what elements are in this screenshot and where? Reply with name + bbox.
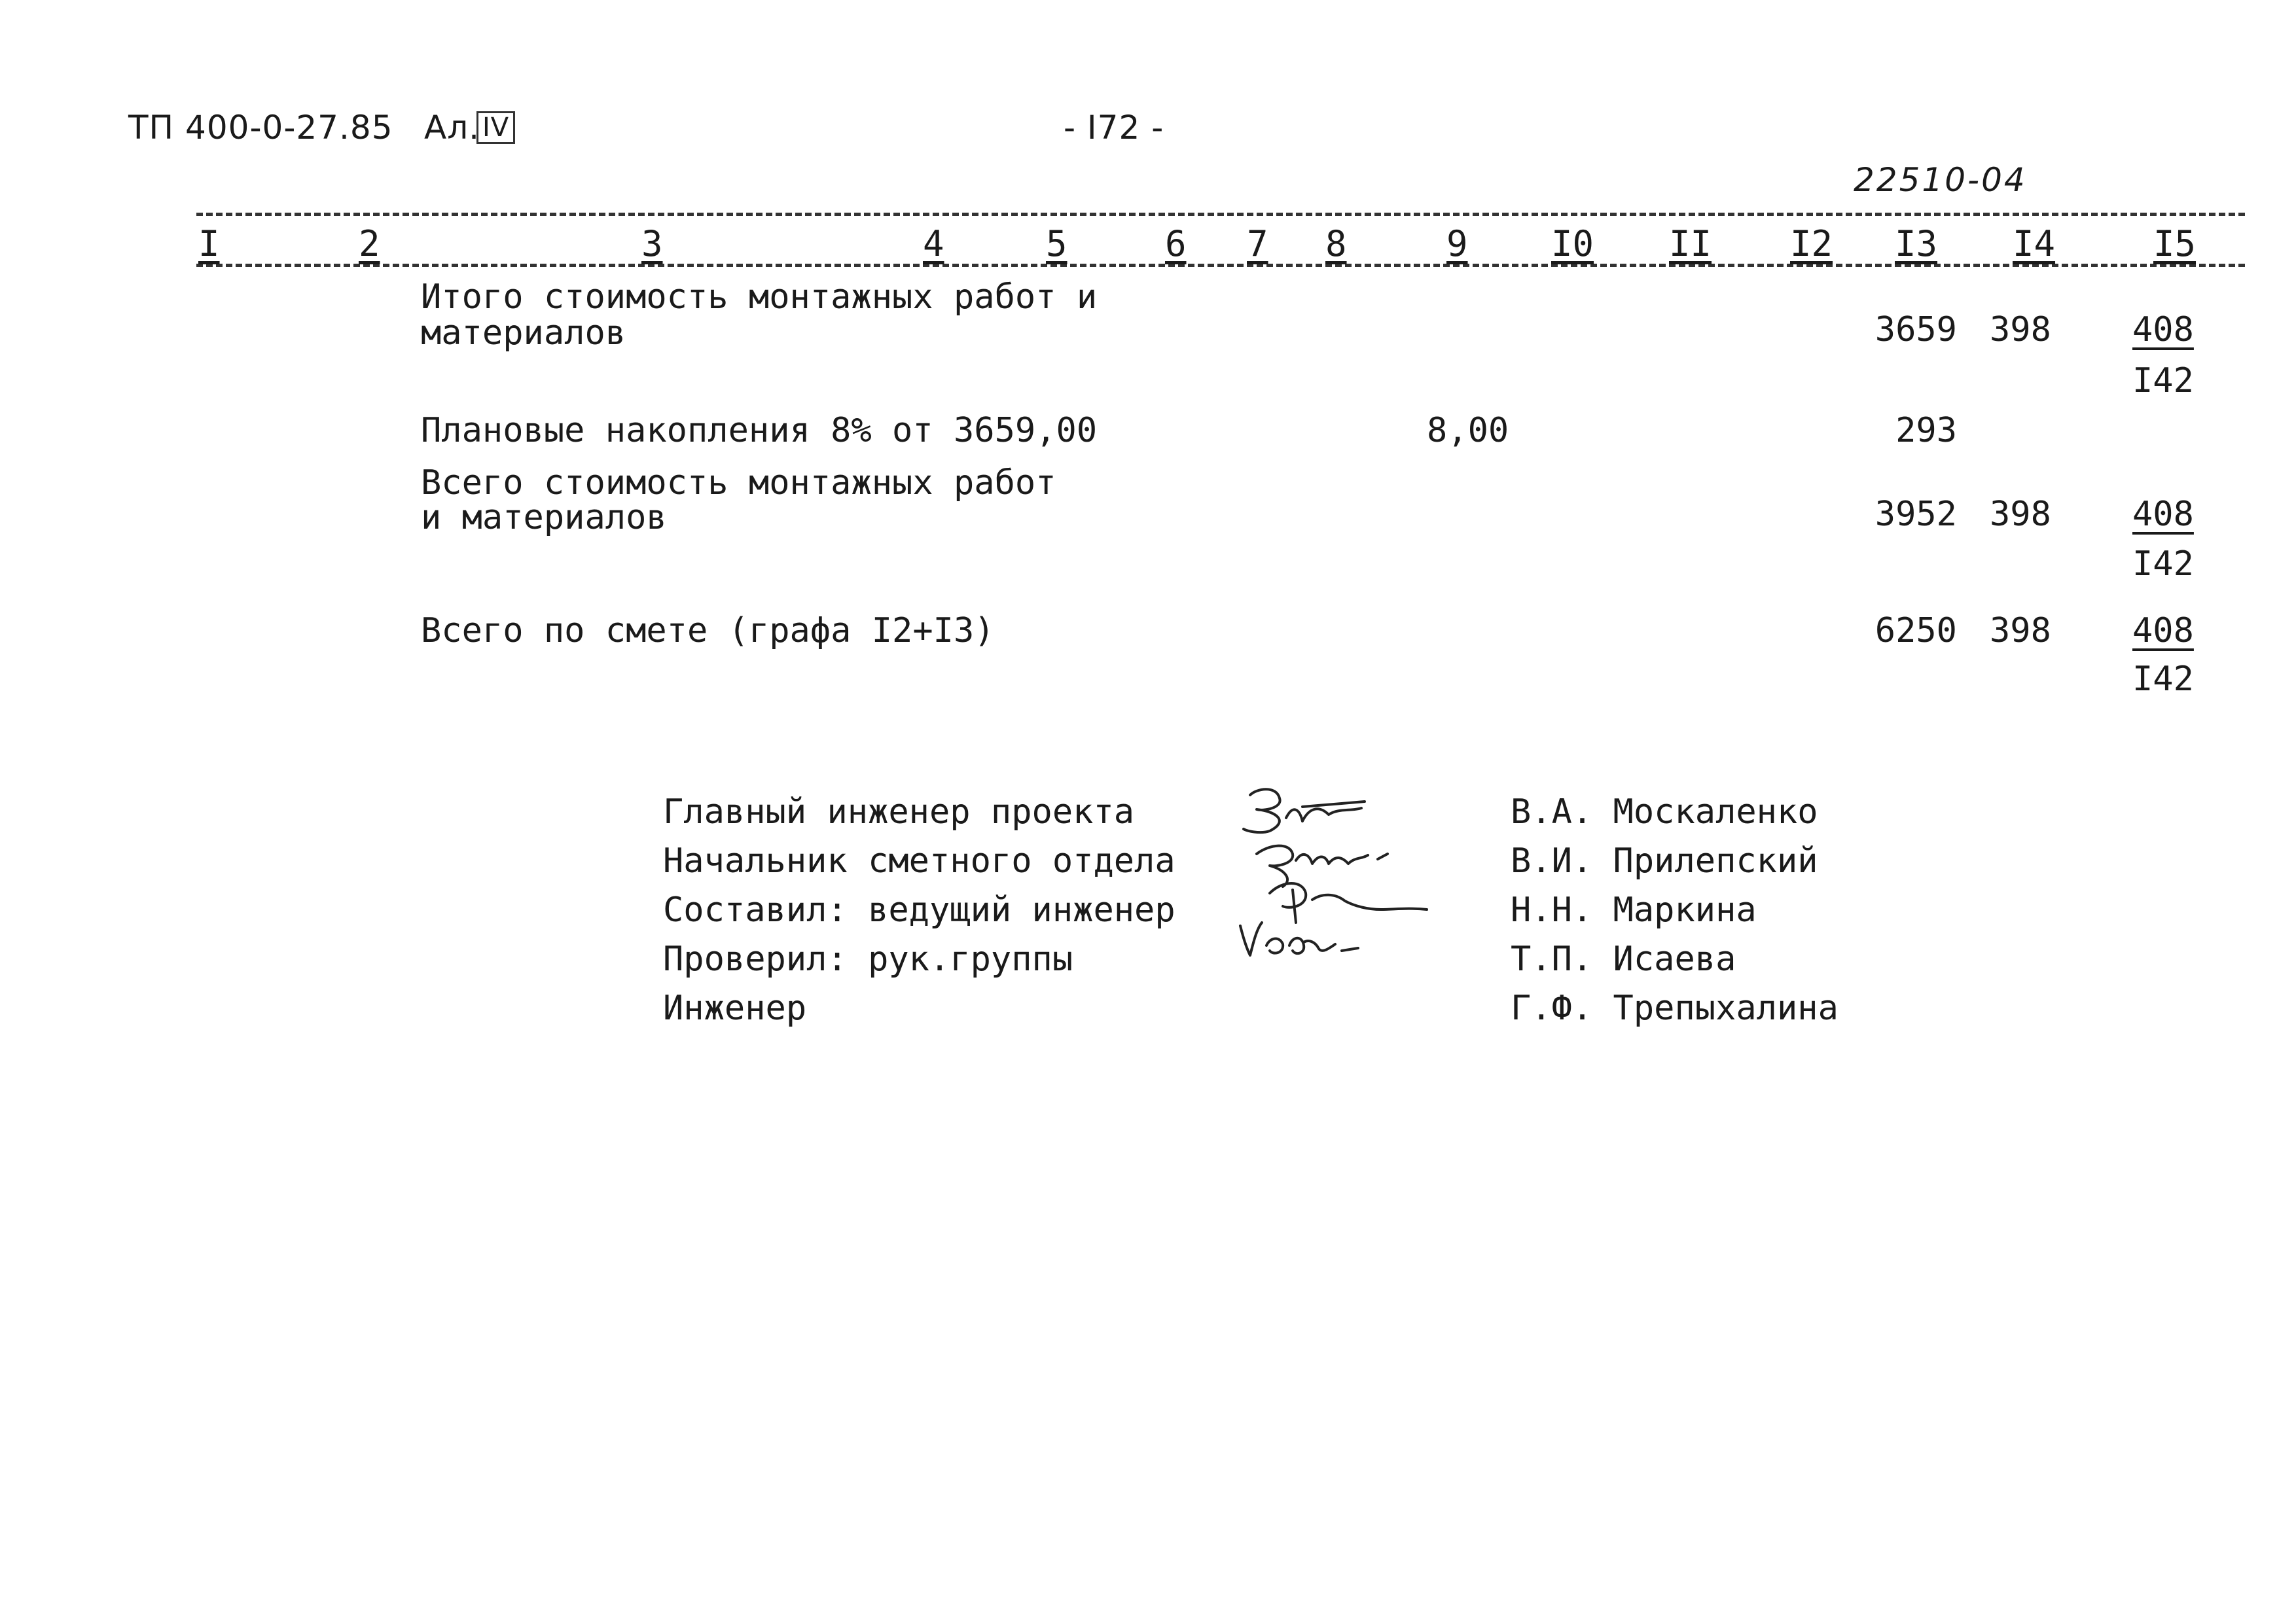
signature-stroke-2 — [1257, 846, 1293, 887]
cell-col15-bottom: I42 — [2132, 361, 2194, 400]
cell-col15-top: 408 — [2132, 310, 2194, 349]
signature-role: Проверил: рук.группы — [663, 940, 1073, 979]
handwritten-signatures — [1230, 782, 1505, 978]
page-number: - I72 - — [1064, 109, 1164, 147]
signature-stroke-4 — [1240, 923, 1262, 955]
album-label: Ал. — [424, 109, 480, 147]
col-header-14: I4 — [2013, 223, 2056, 264]
cell-col13: 293 — [1895, 411, 1957, 450]
signature-role: Начальник сметного отдела — [663, 841, 1175, 881]
album-number: IV — [476, 111, 515, 144]
signature-name: В.И. Прилепский — [1511, 841, 1818, 881]
signature-role: Инженер — [663, 989, 807, 1028]
signature-name: Т.П. Исаева — [1511, 940, 1736, 979]
row-text-line1: Всего стоимость монтажных работ — [421, 463, 1056, 503]
cell-col13: 6250 — [1874, 611, 1957, 650]
col-header-11: II — [1669, 223, 1712, 264]
row-text-line1: Плановые накопления 8% от 3659,00 — [421, 411, 1098, 450]
signature-role: Составил: ведущий инженер — [663, 891, 1175, 930]
col-header-10: I0 — [1551, 223, 1594, 264]
cell-col13: 3659 — [1874, 310, 1957, 349]
cell-col14: 398 — [1990, 310, 2051, 349]
row-text-line2: и материалов — [421, 498, 667, 537]
row-text-line1: Всего по смете (графа I2+I3) — [421, 611, 995, 650]
row-text-line1: Итого стоимость монтажных работ и — [421, 277, 1098, 317]
signature-stroke-3 — [1270, 883, 1306, 923]
col-header-8: 8 — [1325, 223, 1347, 264]
signature-role: Главный инженер проекта — [663, 792, 1135, 832]
cell-col15-top: 408 — [2132, 611, 2194, 650]
cell-col15-bottom: I42 — [2132, 660, 2194, 699]
col-header-7: 7 — [1247, 223, 1268, 264]
col-header-15: I5 — [2153, 223, 2197, 264]
col-header-6: 6 — [1165, 223, 1187, 264]
header-rule-top — [196, 213, 2245, 216]
col-header-9: 9 — [1446, 223, 1468, 264]
cell-col15-bottom: I42 — [2132, 544, 2194, 584]
signature-name: Г.Ф. Трепыхалина — [1511, 989, 1839, 1028]
cell-col13: 3952 — [1874, 495, 1957, 534]
col-header-2: 2 — [359, 223, 380, 264]
col-header-3: 3 — [641, 223, 663, 264]
signature-name: Н.Н. Маркина — [1511, 891, 1757, 930]
col-header-1: I — [198, 223, 220, 264]
cell-col14: 398 — [1990, 495, 2051, 534]
cell-col9: 8,00 — [1427, 411, 1509, 450]
document-code: ТП 400-0-27.85 — [128, 109, 393, 147]
col-header-13: I3 — [1895, 223, 1938, 264]
signature-stroke-1 — [1244, 789, 1280, 832]
col-header-12: I2 — [1790, 223, 1833, 264]
cell-col14: 398 — [1990, 611, 2051, 650]
cell-col15-top: 408 — [2132, 495, 2194, 534]
col-header-5: 5 — [1046, 223, 1067, 264]
signature-name: В.А. Москаленко — [1511, 792, 1818, 832]
row-text-line2: материалов — [421, 313, 626, 353]
archive-stamp: 22510-04 — [1854, 161, 2027, 199]
header-rule-bottom — [196, 264, 2245, 267]
col-header-4: 4 — [923, 223, 944, 264]
